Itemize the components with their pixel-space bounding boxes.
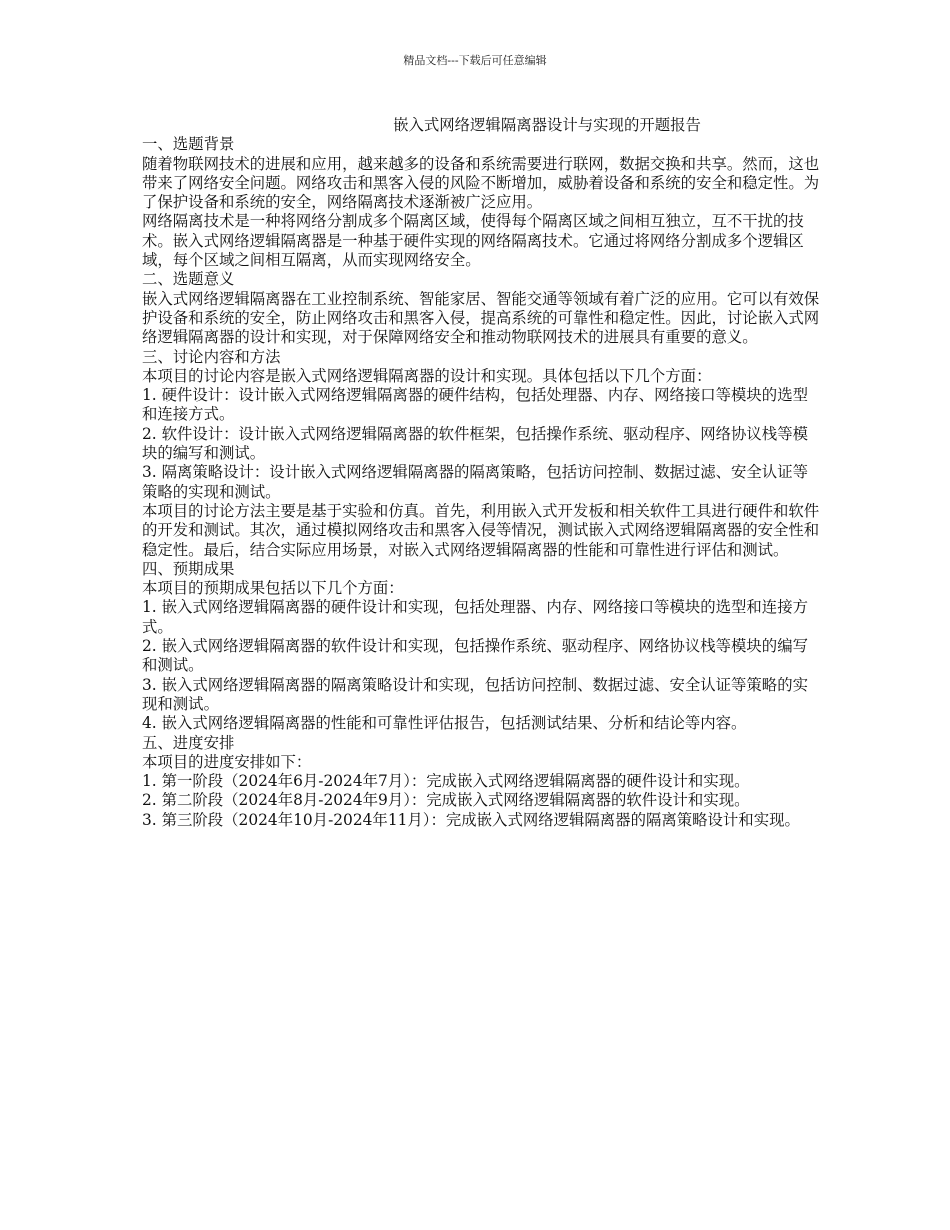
paragraph: 嵌入式网络逻辑隔离器在工业控制系统、智能家居、智能交通等领域有着广泛的应用。它可以有效保护设备和系统的安全，防止网络攻击和黑客入侵，提高系统的可靠性和稳定性。因此，讨论嵌入式网络逻辑隔离器的设计和实现，对于保障网络安全和推动物联网技术的进展具有重要的意义。 [142, 289, 820, 347]
list-item: 3. 嵌入式网络逻辑隔离器的隔离策略设计和实现，包括访问控制、数据过滤、安全认证等策略的实现和测试。 [142, 675, 808, 713]
section-heading: 四、预期成果 [142, 559, 235, 578]
page-header: 精品文档---下载后可任意编辑 [403, 54, 547, 67]
paragraph: 本项目的讨论方法主要是基于实验和仿真。首先，利用嵌入式开发板和相关软件工具进行硬件和软件的开发和测试。其次，通过模拟网络攻击和黑客入侵等情况，测试嵌入式网络逻辑隔离器的安全性和稳定性。最后，结合实际应用场景，对嵌入式网络逻辑隔离器的性能和可靠性进行评估和测试。 [142, 501, 820, 559]
list-item: 2. 第二阶段（2024年8月-2024年9月）：完成嵌入式网络逻辑隔离器的软件设计和实现。 [142, 791, 750, 810]
document-body [142, 116, 822, 830]
document-title: 嵌入式网络逻辑隔离器设计与实现的开题报告 [393, 116, 701, 134]
list-item: 1. 嵌入式网络逻辑隔离器的硬件设计和实现，包括处理器、内存、网络接口等模块的选型和连接方式。 [142, 598, 808, 636]
list-item: 4. 嵌入式网络逻辑隔离器的性能和可靠性评估报告，包括测试结果、分析和结论等内容。 [142, 714, 747, 733]
paragraph: 本项目的讨论内容是嵌入式网络逻辑隔离器的设计和实现。具体包括以下几个方面： [142, 366, 712, 385]
section-heading: 五、进度安排 [142, 733, 235, 752]
section-heading: 二、选题意义 [142, 270, 235, 289]
paragraph: 本项目的进度安排如下： [142, 752, 312, 771]
paragraph: 随着物联网技术的进展和应用，越来越多的设备和系统需要进行联网，数据交换和共享。然而，这也带来了网络安全问题。网络攻击和黑客入侵的风险不断增加，威胁着设备和系统的安全和稳定性。为了保护设备和系统的安全，网络隔离技术逐渐被广泛应用。 [142, 154, 820, 212]
list-item: 2. 软件设计：设计嵌入式网络逻辑隔离器的软件框架，包括操作系统、驱动程序、网络协议栈等模块的编写和测试。 [142, 424, 808, 463]
section-heading: 一、选题背景 [142, 135, 235, 154]
list-item: 1. 硬件设计：设计嵌入式网络逻辑隔离器的硬件结构，包括处理器、内存、网络接口等模块的选型和连接方式。 [142, 386, 808, 424]
list-item: 2. 嵌入式网络逻辑隔离器的软件设计和实现，包括操作系统、驱动程序、网络协议栈等模块的编写和测试。 [142, 637, 808, 675]
paragraph: 本项目的预期成果包括以下几个方面： [142, 579, 404, 598]
list-item: 3. 第三阶段（2024年10月-2024年11月）：完成嵌入式网络逻辑隔离器的隔离策略设计和实现。 [142, 810, 800, 829]
list-item: 1. 第一阶段（2024年6月-2024年7月）：完成嵌入式网络逻辑隔离器的硬件设计和实现。 [142, 772, 750, 791]
paragraph: 网络隔离技术是一种将网络分割成多个隔离区域，使得每个隔离区域之间相互独立，互不干扰的技术。嵌入式网络逻辑隔离器是一种基于硬件实现的网络隔离技术。它通过将网络分割成多个逻辑区域，每个区域之间相互隔离，从而实现网络安全。 [142, 212, 804, 270]
list-item: 3. 隔离策略设计：设计嵌入式网络逻辑隔离器的隔离策略，包括访问控制、数据过滤、安全认证等策略的实现和测试。 [142, 463, 808, 501]
section-heading: 三、讨论内容和方法 [142, 347, 281, 366]
